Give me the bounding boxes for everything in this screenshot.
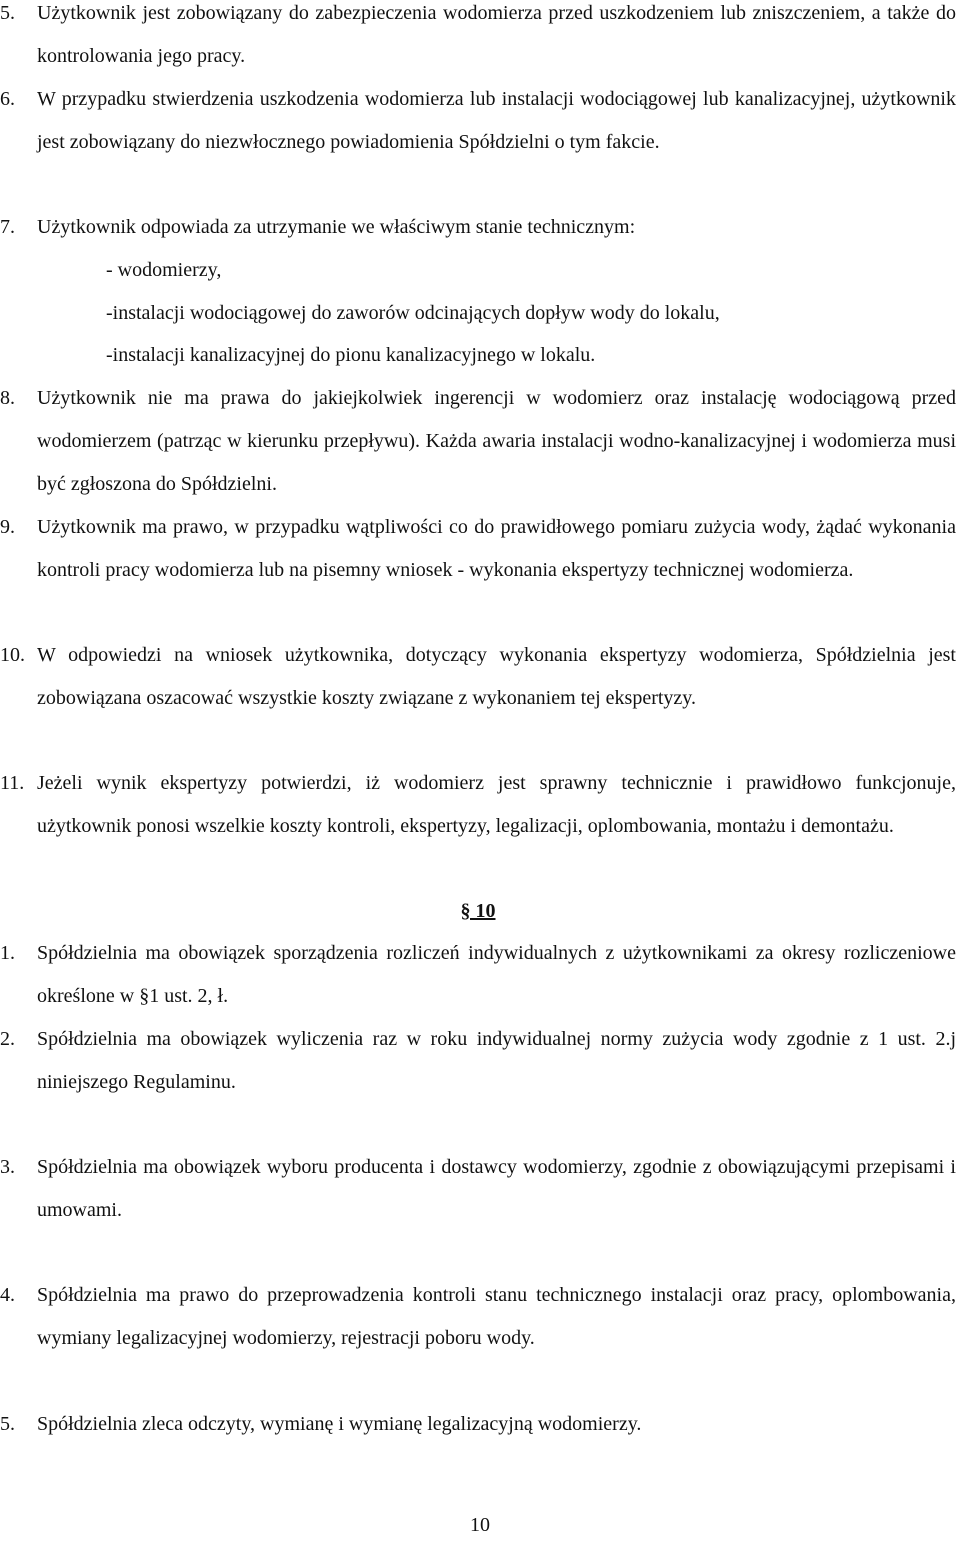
list-item [0,206,956,249]
item-number: 8. [0,387,15,409]
item-number: 1. [0,942,15,964]
item-number: 6. [0,88,15,110]
item-number: 11. [0,772,25,794]
item-text: Spółdzielnia ma prawo do przeprowadzenia kontroli stanu technicznego instalacji oraz pracy, oplombowania, wymiany legalizacyjnej wodomierzy, rejestracji poboru wody. [37,1284,956,1349]
item-text: Spółdzielnia zleca odczyty, wymianę i wymianę legalizacyjną wodomierzy. [37,1413,642,1435]
list-item [0,78,956,164]
item-number: 2. [0,1028,15,1050]
page-number: 10 [470,1514,490,1536]
item-text: Użytkownik nie ma prawa do jakiejkolwiek ingerencji w wodomierz oraz instalację wodociągową przed wodomierzem (patrząc w kierunku przepływu). Każda awaria instalacji wodno-kanalizacyjnej i wodomierza musi być zgłoszona do Spółdzielni. [37,387,956,495]
item-number: 10. [0,644,25,666]
sub-bullet: - wodomierzy, [106,259,222,281]
list-item [0,1403,956,1446]
item-text: W przypadku stwierdzenia uszkodzenia wodomierza lub instalacji wodociągowej lub kanalizacyjnej, użytkownik jest zobowiązany do niezwłocznego powiadomienia Spółdzielni o tym fakcie. [37,88,956,153]
item-text: Spółdzielnia ma obowiązek wyboru producenta i dostawcy wodomierzy, zgodnie z obowiązującymi przepisami i umowami. [37,1156,956,1221]
item-text: Użytkownik odpowiada za utrzymanie we właściwym stanie technicznym: [37,216,636,238]
item-text: Użytkownik jest zobowiązany do zabezpieczenia wodomierza przed uszkodzeniem lub zniszczeniem, a także do kontrolowania jego pracy. [37,2,956,67]
item-text: W odpowiedzi na wniosek użytkownika, dotyczący wykonania ekspertyzy wodomierza, Spółdzielnia jest zobowiązana oszacować wszystkie koszty związane z wykonaniem tej ekspertyzy. [37,644,956,709]
list-item [0,634,956,720]
item-number: 9. [0,516,15,538]
list-item [0,762,956,848]
item-text: Spółdzielnia ma obowiązek wyliczenia raz w roku indywidualnej normy zużycia wody zgodnie z 1 ust. 2.j niniejszego Regulaminu. [37,1028,956,1093]
list-item [0,1018,956,1104]
list-item [0,1146,956,1232]
section-heading-text: § 10 [460,900,496,922]
list-item [0,506,956,592]
item-number: 7. [0,216,15,238]
item-text: Spółdzielnia ma obowiązek sporządzenia rozliczeń indywidualnych z użytkownikami za okresy rozliczeniowe określone w §1 ust. 2, ł. [37,942,956,1007]
sub-bullet: -instalacji kanalizacyjnej do pionu kanalizacyjnego w lokalu. [106,344,596,366]
item-text: Użytkownik ma prawo, w przypadku wątpliwości co do prawidłowego pomiaru zużycia wody, żądać wykonania kontroli pracy wodomierza lub na pisemny wniosek - wykonania ekspertyzy technicznej wodomierza. [37,516,956,581]
list-item [0,0,956,78]
sub-bullet: -instalacji wodociągowej do zaworów odcinających dopływ wody do lokalu, [106,302,720,324]
item-number: 5. [0,1413,15,1435]
item-number: 3. [0,1156,15,1178]
list-item [0,377,956,506]
section-heading [0,890,956,933]
list-item [0,932,956,1018]
item-text: Jeżeli wynik ekspertyzy potwierdzi, iż wodomierz jest sprawny technicznie i prawidłowo funkcjonuje, użytkownik ponosi wszelkie koszty kontroli, ekspertyzy, legalizacji, oplombowania, montażu i demontażu. [37,772,956,837]
list-item [0,1274,956,1360]
item-number: 5. [0,2,15,24]
item-number: 4. [0,1284,15,1306]
